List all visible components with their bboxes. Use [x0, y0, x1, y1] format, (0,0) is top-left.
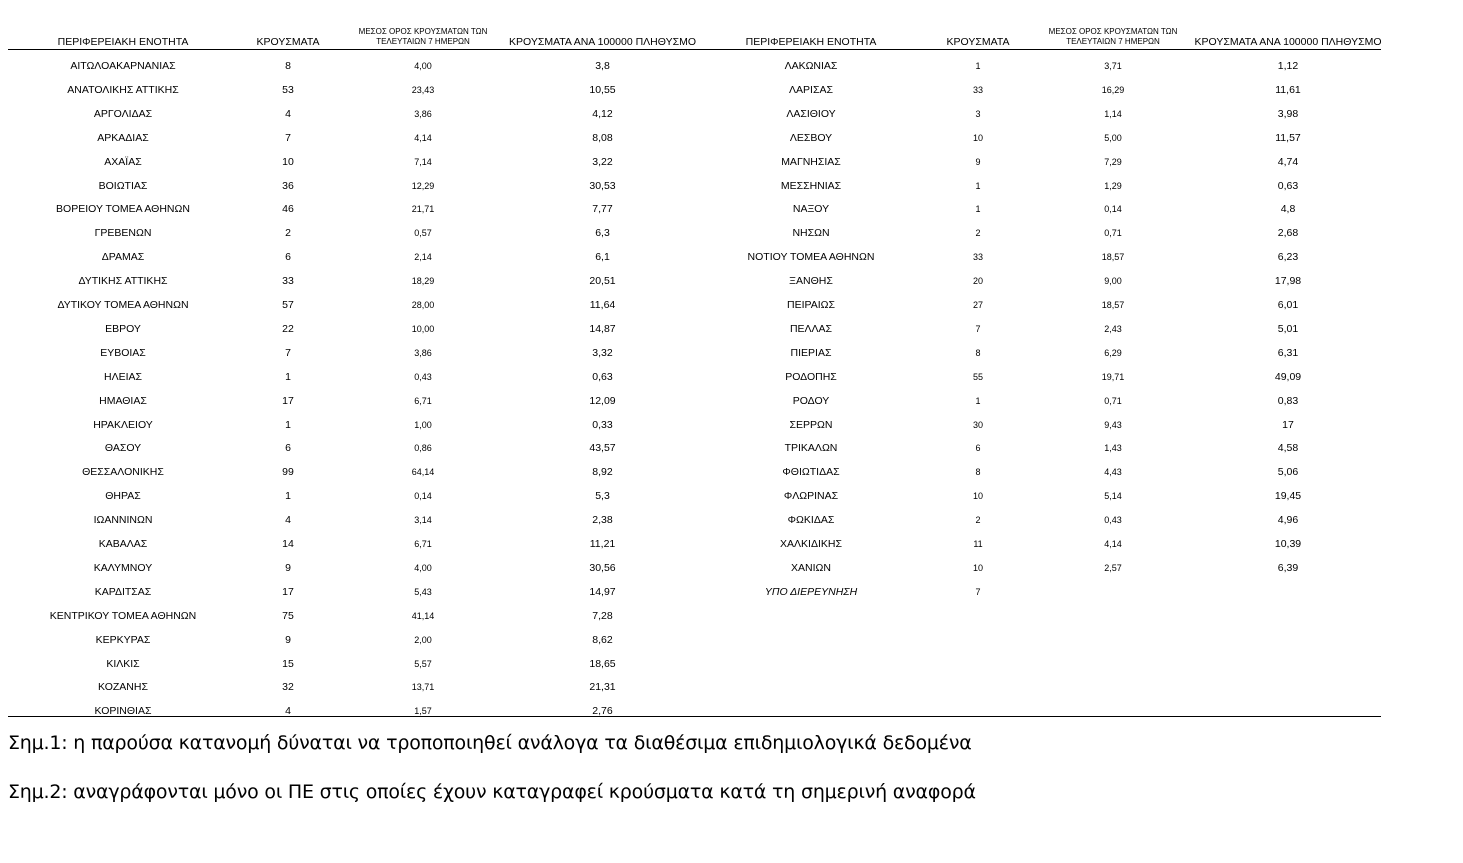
- note-1: Σημ.1: η παρούσα κατανομή δύναται να τροποποιηθεί ανάλογα τα διαθέσιμα επιδημιολογικά δεδομένα: [8, 732, 972, 754]
- cases-cell: 7: [975, 586, 981, 597]
- cases-cell: 10: [972, 132, 983, 143]
- per100k-cell: 11,21: [589, 538, 616, 550]
- per100k-cell: 11,64: [589, 299, 616, 311]
- cases-cell: 6: [285, 442, 291, 455]
- avg7-cell: 0,14: [1104, 204, 1122, 215]
- per100k-cell: 18,65: [589, 657, 616, 670]
- avg7-cell: 19,71: [1101, 371, 1125, 382]
- per100k-cell: 8,08: [592, 131, 613, 144]
- cases-cell: 9: [285, 633, 291, 646]
- per100k-cell: 4,96: [1277, 514, 1299, 527]
- cases-cell: 1: [975, 395, 981, 406]
- note-2: Σημ.2: αναγράφονται μόνο οι ΠΕ στις οποίες έχουν καταγραφεί κρούσματα κατά τη σημερινή αναφορά: [8, 781, 976, 803]
- cases-cell: 1: [975, 180, 981, 191]
- per100k-cell: 49,09: [1274, 370, 1302, 383]
- per100k-cell: 11,61: [1275, 83, 1301, 96]
- avg7-cell: 0,71: [1104, 395, 1122, 406]
- region-cell: ΠΕΛΛΑΣ: [789, 322, 833, 335]
- cases-cell: 33: [972, 252, 983, 263]
- cases-cell: 46: [282, 203, 294, 216]
- region-cell: ΘΕΣΣΑΛΟΝΙΚΗΣ: [82, 466, 164, 479]
- cases-cell: 22: [282, 322, 294, 335]
- cases-cell: 10: [972, 562, 983, 573]
- avg7-cell: 18,57: [1101, 252, 1125, 263]
- region-cell: ΚΟΖΑΝΗΣ: [98, 681, 148, 694]
- per100k-cell: 8,92: [592, 466, 613, 479]
- avg7-cell: 2,43: [1104, 323, 1122, 334]
- avg7-cell: 3,86: [414, 108, 432, 119]
- region-cell: ΑΧΑΪΑΣ: [104, 155, 142, 168]
- region-cell: ΑΡΚΑΔΙΑΣ: [97, 131, 149, 144]
- right-header-region: ΠΕΡΙΦΕΡΕΙΑΚΗ ΕΝΟΤΗΤΑ: [745, 36, 877, 48]
- avg7-cell: 21,71: [411, 204, 435, 215]
- cases-cell: 1: [975, 204, 981, 215]
- region-cell: ΠΙΕΡΙΑΣ: [790, 346, 832, 359]
- per100k-cell: 17,98: [1274, 275, 1302, 288]
- region-cell: ΒΟΙΩΤΙΑΣ: [98, 179, 148, 192]
- cases-cell: 4: [285, 705, 291, 718]
- region-cell: ΚΕΡΚΥΡΑΣ: [95, 633, 151, 646]
- region-cell: ΒΟΡΕΙΟΥ ΤΟΜΕΑ ΑΘΗΝΩΝ: [56, 203, 190, 216]
- avg7-cell: 28,00: [411, 300, 435, 310]
- region-cell: ΓΡΕΒΕΝΩΝ: [94, 227, 152, 240]
- avg7-cell: 3,71: [1104, 61, 1122, 71]
- avg7-cell: 2,14: [414, 252, 432, 263]
- cases-cell: 75: [282, 609, 294, 622]
- region-cell: ΔΥΤΙΚΗΣ ΑΤΤΙΚΗΣ: [78, 275, 168, 288]
- region-cell: ΚΙΛΚΙΣ: [106, 657, 140, 670]
- avg7-cell: 7,29: [1104, 156, 1122, 167]
- left-header-per100k: ΚΡΟΥΣΜΑΤΑ ΑΝΑ 100000 ΠΛΗΘΥΣΜΟ: [509, 36, 696, 48]
- avg7-cell: 5,57: [414, 658, 432, 669]
- avg7-cell: 41,14: [411, 610, 435, 621]
- avg7-cell: 9,00: [1104, 276, 1122, 287]
- region-cell: ΝΑΞΟΥ: [792, 203, 830, 216]
- per100k-cell: 8,62: [592, 633, 613, 646]
- avg7-cell: 6,71: [414, 395, 432, 406]
- per100k-cell: 4,12: [592, 107, 613, 120]
- avg7-cell: 5,43: [414, 586, 432, 597]
- region-cell: ΥΠΟ ΔΙΕΡΕΥΝΗΣΗ: [764, 585, 858, 598]
- avg7-cell: 6,71: [414, 539, 432, 549]
- cases-cell: 17: [282, 585, 294, 598]
- avg7-cell: 0,43: [1104, 515, 1122, 526]
- cases-cell: 30: [972, 419, 983, 430]
- region-cell: ΤΡΙΚΑΛΩΝ: [784, 442, 838, 455]
- region-cell: ΛΑΡΙΣΑΣ: [789, 83, 833, 96]
- region-cell: ΧΑΛΚΙΔΙΚΗΣ: [780, 538, 842, 550]
- cases-cell: 2: [285, 227, 291, 240]
- per100k-cell: 17: [1282, 418, 1294, 431]
- cases-cell: 53: [282, 83, 294, 96]
- per100k-cell: 43,57: [589, 442, 616, 455]
- per100k-cell: 12,09: [589, 394, 616, 407]
- region-cell: ΦΩΚΙΔΑΣ: [787, 514, 835, 527]
- per100k-cell: 1,12: [1277, 60, 1299, 72]
- region-cell: ΣΕΡΡΩΝ: [789, 418, 833, 431]
- region-cell: ΚΑΒΑΛΑΣ: [98, 538, 148, 550]
- region-cell: ΛΑΚΩΝΙΑΣ: [784, 60, 838, 72]
- per100k-cell: 3,98: [1277, 107, 1299, 120]
- cases-cell: 33: [972, 84, 983, 95]
- region-cell: ΑΡΓΟΛΙΔΑΣ: [93, 107, 153, 120]
- right-header-avg-line1: ΜΕΣΟΣ ΟΡΟΣ ΚΡΟΥΣΜΑΤΩΝ ΤΩΝ: [1048, 27, 1178, 36]
- avg7-cell: 3,86: [414, 347, 432, 358]
- region-cell: ΚΑΛΥΜΝΟΥ: [93, 561, 153, 574]
- left-header-avg-line1: ΜΕΣΟΣ ΟΡΟΣ ΚΡΟΥΣΜΑΤΩΝ ΤΩΝ: [358, 27, 488, 36]
- cases-cell: 9: [285, 561, 291, 574]
- region-cell: ΚΕΝΤΡΙΚΟΥ ΤΟΜΕΑ ΑΘΗΝΩΝ: [49, 609, 197, 622]
- avg7-cell: 18,29: [411, 276, 435, 287]
- avg7-cell: 1,57: [414, 706, 432, 717]
- per100k-cell: 2,68: [1277, 227, 1299, 240]
- cases-cell: 20: [972, 276, 983, 287]
- per100k-cell: 0,33: [592, 418, 613, 431]
- right-header-per100k: ΚΡΟΥΣΜΑΤΑ ΑΝΑ 100000 ΠΛΗΘΥΣΜΟ: [1194, 36, 1382, 48]
- per100k-cell: 6,3: [595, 227, 610, 240]
- avg7-cell: 0,71: [1104, 228, 1122, 239]
- per100k-cell: 7,28: [592, 609, 613, 622]
- region-cell: ΞΑΝΘΗΣ: [789, 275, 833, 288]
- cases-cell: 4: [285, 514, 291, 527]
- avg7-cell: 4,43: [1104, 467, 1122, 478]
- cases-cell: 57: [282, 299, 294, 311]
- per100k-cell: 14,87: [589, 322, 616, 335]
- per100k-cell: 5,3: [595, 490, 610, 503]
- cases-cell: 8: [285, 60, 291, 72]
- avg7-cell: 23,43: [411, 84, 435, 95]
- per100k-cell: 19,45: [1274, 490, 1302, 503]
- cases-cell: 10: [282, 155, 294, 168]
- per100k-cell: 4,58: [1277, 442, 1299, 455]
- avg7-cell: 4,00: [414, 61, 432, 71]
- per100k-cell: 20,51: [589, 275, 616, 288]
- cases-cell: 15: [282, 657, 294, 670]
- per100k-cell: 7,77: [592, 203, 613, 216]
- region-cell: ΚΟΡΙΝΘΙΑΣ: [94, 705, 152, 718]
- per100k-cell: 5,01: [1277, 322, 1299, 335]
- avg7-cell: 1,00: [414, 419, 432, 430]
- cases-cell: 36: [282, 179, 294, 192]
- cases-cell: 6: [975, 443, 981, 454]
- cases-cell: 9: [975, 156, 981, 167]
- region-cell: ΦΛΩΡΙΝΑΣ: [783, 490, 839, 503]
- avg7-cell: 4,00: [414, 562, 432, 573]
- per100k-cell: 10,39: [1274, 538, 1302, 550]
- per100k-cell: 2,76: [592, 705, 613, 718]
- per100k-cell: 3,8: [595, 60, 610, 72]
- cases-cell: 32: [282, 681, 294, 694]
- per100k-cell: 11,57: [1275, 131, 1301, 144]
- region-cell: ΑΝΑΤΟΛΙΚΗΣ ΑΤΤΙΚΗΣ: [67, 83, 179, 96]
- left-header-cases: ΚΡΟΥΣΜΑΤΑ: [256, 36, 320, 48]
- region-cell: ΝΗΣΩΝ: [792, 227, 830, 240]
- per100k-cell: 30,53: [589, 179, 616, 192]
- avg7-cell: 1,43: [1104, 443, 1122, 454]
- cases-cell: 7: [285, 346, 291, 359]
- avg7-cell: 4,14: [1104, 539, 1122, 549]
- cases-cell: 1: [285, 418, 291, 431]
- per100k-cell: 3,22: [592, 155, 613, 168]
- per100k-cell: 6,1: [595, 251, 610, 264]
- avg7-cell: 16,29: [1101, 84, 1125, 95]
- region-cell: ΘΑΣΟΥ: [104, 442, 142, 455]
- cases-cell: 6: [285, 251, 291, 264]
- region-cell: ΕΥΒΟΙΑΣ: [100, 346, 146, 359]
- cases-cell: 1: [285, 490, 291, 503]
- region-cell: ΗΡΑΚΛΕΙΟΥ: [93, 418, 153, 431]
- per100k-cell: 2,38: [592, 514, 613, 527]
- region-cell: ΘΗΡΑΣ: [105, 490, 141, 503]
- region-cell: ΠΕΙΡΑΙΩΣ: [787, 299, 835, 311]
- avg7-cell: 3,14: [414, 515, 432, 526]
- per100k-cell: 6,01: [1277, 299, 1299, 311]
- region-cell: ΧΑΝΙΩΝ: [791, 561, 831, 574]
- per100k-cell: 6,31: [1277, 346, 1299, 359]
- avg7-cell: 0,14: [414, 491, 432, 502]
- region-cell: ΗΛΕΙΑΣ: [103, 370, 142, 383]
- per100k-cell: 14,97: [589, 585, 616, 598]
- avg7-cell: 4,14: [414, 132, 432, 143]
- cases-cell: 8: [975, 467, 981, 478]
- cases-cell: 4: [285, 107, 291, 120]
- right-header-cases: ΚΡΟΥΣΜΑΤΑ: [946, 36, 1010, 48]
- region-cell: ΚΑΡΔΙΤΣΑΣ: [94, 585, 152, 598]
- region-cell: ΜΑΓΝΗΣΙΑΣ: [781, 155, 841, 168]
- cases-cell: 7: [285, 131, 291, 144]
- avg7-cell: 0,43: [414, 371, 432, 382]
- avg7-cell: 6,29: [1104, 347, 1122, 358]
- cases-cell: 8: [975, 347, 981, 358]
- avg7-cell: 1,29: [1104, 180, 1122, 191]
- cases-cell: 11: [973, 539, 983, 549]
- cases-cell: 33: [282, 275, 294, 288]
- per100k-cell: 5,06: [1277, 466, 1299, 479]
- per100k-cell: 0,63: [592, 370, 613, 383]
- cases-cell: 99: [282, 466, 294, 479]
- avg7-cell: 0,86: [414, 443, 432, 454]
- per100k-cell: 30,56: [589, 561, 616, 574]
- per100k-cell: 10,55: [589, 83, 616, 96]
- per100k-cell: 21,31: [589, 681, 616, 694]
- cases-cell: 2: [975, 228, 981, 239]
- per100k-cell: 6,23: [1277, 251, 1299, 264]
- avg7-cell: 10,00: [411, 323, 435, 334]
- avg7-cell: 64,14: [411, 467, 435, 478]
- table-bottom-border: [8, 716, 1381, 717]
- region-cell: ΕΒΡΟΥ: [105, 322, 141, 335]
- region-cell: ΙΩΑΝΝΙΝΩΝ: [93, 514, 153, 527]
- avg7-cell: 18,57: [1101, 300, 1125, 310]
- per100k-cell: 4,8: [1280, 203, 1296, 216]
- region-cell: ΜΕΣΣΗΝΙΑΣ: [780, 179, 842, 192]
- cases-cell: 3: [975, 108, 981, 119]
- region-cell: ΑΙΤΩΛΟΑΚΑΡΝΑΝΙΑΣ: [70, 60, 176, 72]
- per100k-cell: 6,39: [1277, 561, 1299, 574]
- avg7-cell: 7,14: [414, 156, 432, 167]
- header-underline: [8, 49, 1381, 50]
- per100k-cell: 3,32: [592, 346, 613, 359]
- region-cell: ΛΕΣΒΟΥ: [789, 131, 833, 144]
- region-cell: ΦΘΙΩΤΙΔΑΣ: [782, 466, 840, 479]
- region-cell: ΔΥΤΙΚΟΥ ΤΟΜΕΑ ΑΘΗΝΩΝ: [57, 299, 189, 311]
- region-cell: ΡΟΔΟΥ: [792, 394, 830, 407]
- avg7-cell: 13,71: [411, 682, 435, 693]
- per100k-cell: 0,63: [1277, 179, 1299, 192]
- region-cell: ΝΟΤΙΟΥ ΤΟΜΕΑ ΑΘΗΝΩΝ: [747, 251, 875, 264]
- cases-cell: 1: [975, 61, 981, 71]
- cases-cell: 2: [975, 515, 981, 526]
- left-header-avg-line2: ΤΕΛΕΥΤΑΙΩΝ 7 ΗΜΕΡΩΝ: [376, 37, 470, 46]
- left-header-region: ΠΕΡΙΦΕΡΕΙΑΚΗ ΕΝΟΤΗΤΑ: [57, 36, 189, 48]
- region-cell: ΔΡΑΜΑΣ: [101, 251, 145, 264]
- cases-cell: 1: [285, 370, 291, 383]
- region-cell: ΗΜΑΘΙΑΣ: [99, 394, 147, 407]
- avg7-cell: 0,57: [414, 228, 432, 239]
- cases-cell: 10: [972, 491, 983, 502]
- avg7-cell: 5,00: [1104, 132, 1122, 143]
- cases-cell: 7: [975, 323, 981, 334]
- avg7-cell: 1,14: [1104, 108, 1122, 119]
- right-header-avg-line2: ΤΕΛΕΥΤΑΙΩΝ 7 ΗΜΕΡΩΝ: [1066, 37, 1160, 46]
- region-cell: ΡΟΔΟΠΗΣ: [785, 370, 837, 383]
- cases-cell: 14: [282, 538, 294, 550]
- cases-cell: 17: [282, 394, 294, 407]
- cases-cell: 27: [972, 300, 983, 310]
- avg7-cell: 12,29: [411, 180, 435, 191]
- per100k-cell: 4,74: [1277, 155, 1299, 168]
- avg7-cell: 2,57: [1104, 562, 1122, 573]
- avg7-cell: 2,00: [414, 634, 432, 645]
- avg7-cell: 9,43: [1104, 419, 1122, 430]
- per100k-cell: 0,83: [1277, 394, 1299, 407]
- cases-cell: 55: [972, 371, 983, 382]
- region-cell: ΛΑΣΙΘΙΟΥ: [786, 107, 836, 120]
- avg7-cell: 5,14: [1104, 491, 1122, 502]
